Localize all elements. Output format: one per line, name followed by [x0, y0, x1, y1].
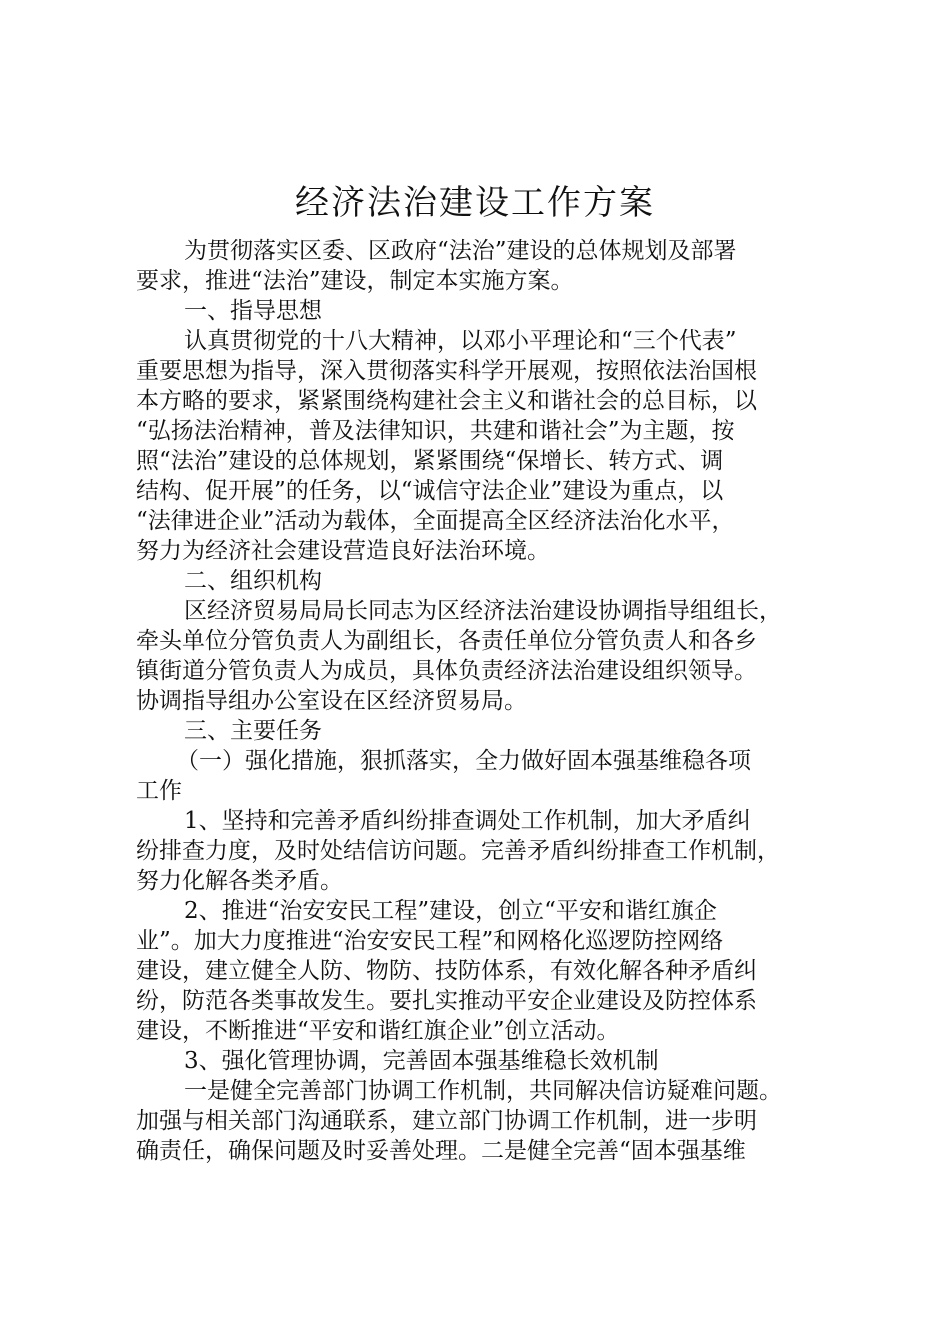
text-line: 努力化解各类矛盾。 [136, 868, 343, 894]
text-line: 业”。加大力度推进“治安安民工程”和网格化巡逻防控网络 [136, 928, 724, 954]
text-line: “弘扬法治精神，普及法律知识，共建和谐社会”为主题，按 [136, 418, 735, 444]
text-line: 建设，不断推进“平安和谐红旗企业”创立活动。 [136, 1018, 620, 1044]
text-line: 要求，推进“法治”建设，制定本实施方案。 [136, 268, 574, 294]
text-line: 结构、促开展”的任务，以“诚信守法企业”建设为重点，以 [136, 478, 724, 504]
text-line: 纷排查力度，及时处结信访问题。完善矛盾纠纷排查工作机制， [136, 838, 780, 864]
text-line: 3、强化管理协调，完善固本强基维稳长效机制 [184, 1048, 659, 1074]
text-line: 1、坚持和完善矛盾纠纷排查调处工作机制，加大矛盾纠 [184, 808, 751, 834]
text-line: 认真贯彻党的十八大精神，以邓小平理论和“三个代表” [184, 328, 737, 354]
subsection-heading: 工作 [136, 778, 182, 804]
document-body [136, 236, 836, 1166]
section-heading: 三、主要任务 [184, 718, 322, 744]
text-line: 一是健全完善部门协调工作机制，共同解决信访疑难问题。 [184, 1078, 782, 1104]
text-line: 建设，建立健全人防、物防、技防体系，有效化解各种矛盾纠 [136, 958, 757, 984]
text-line: 重要思想为指导，深入贯彻落实科学开展观，按照依法治国根 [136, 358, 757, 384]
text-line: 协调指导组办公室设在区经济贸易局。 [136, 688, 527, 714]
text-line: “法律进企业”活动为载体，全面提高全区经济法治化水平， [136, 508, 735, 534]
text-line: 牵头单位分管负责人为副组长，各责任单位分管负责人和各乡 [136, 628, 757, 654]
text-line: 确责任，确保问题及时妥善处理。二是健全完善“固本强基维 [136, 1138, 746, 1164]
text-line: 照“法治”建设的总体规划，紧紧围绕“保增长、转方式、调 [136, 448, 724, 474]
text-line: 区经济贸易局局长同志为区经济法治建设协调指导组组长， [184, 598, 782, 624]
page-title: 经济法治建设工作方案 [295, 183, 655, 223]
text-line: 本方略的要求，紧紧围绕构建社会主义和谐社会的总目标，以 [136, 388, 757, 414]
text-line: 2、推进“治安安民工程”建设，创立“平安和谐红旗企 [184, 898, 717, 924]
section-heading: 二、组织机构 [184, 568, 322, 594]
subsection-heading: （一）强化措施，狠抓落实，全力做好固本强基维稳各项 [176, 748, 751, 774]
text-line: 镇街道分管负责人为成员，具体负责经济法治建设组织领导。 [136, 658, 757, 684]
text-line: 努力为经济社会建设营造良好法治环境。 [136, 538, 550, 564]
text-line: 为贯彻落实区委、区政府“法治”建设的总体规划及部署 [184, 238, 737, 264]
text-line: 纷，防范各类事故发生。要扎实推动平安企业建设及防控体系 [136, 988, 757, 1014]
section-heading: 一、指导思想 [184, 298, 322, 324]
text-line: 加强与相关部门沟通联系，建立部门协调工作机制，进一步明 [136, 1108, 757, 1134]
